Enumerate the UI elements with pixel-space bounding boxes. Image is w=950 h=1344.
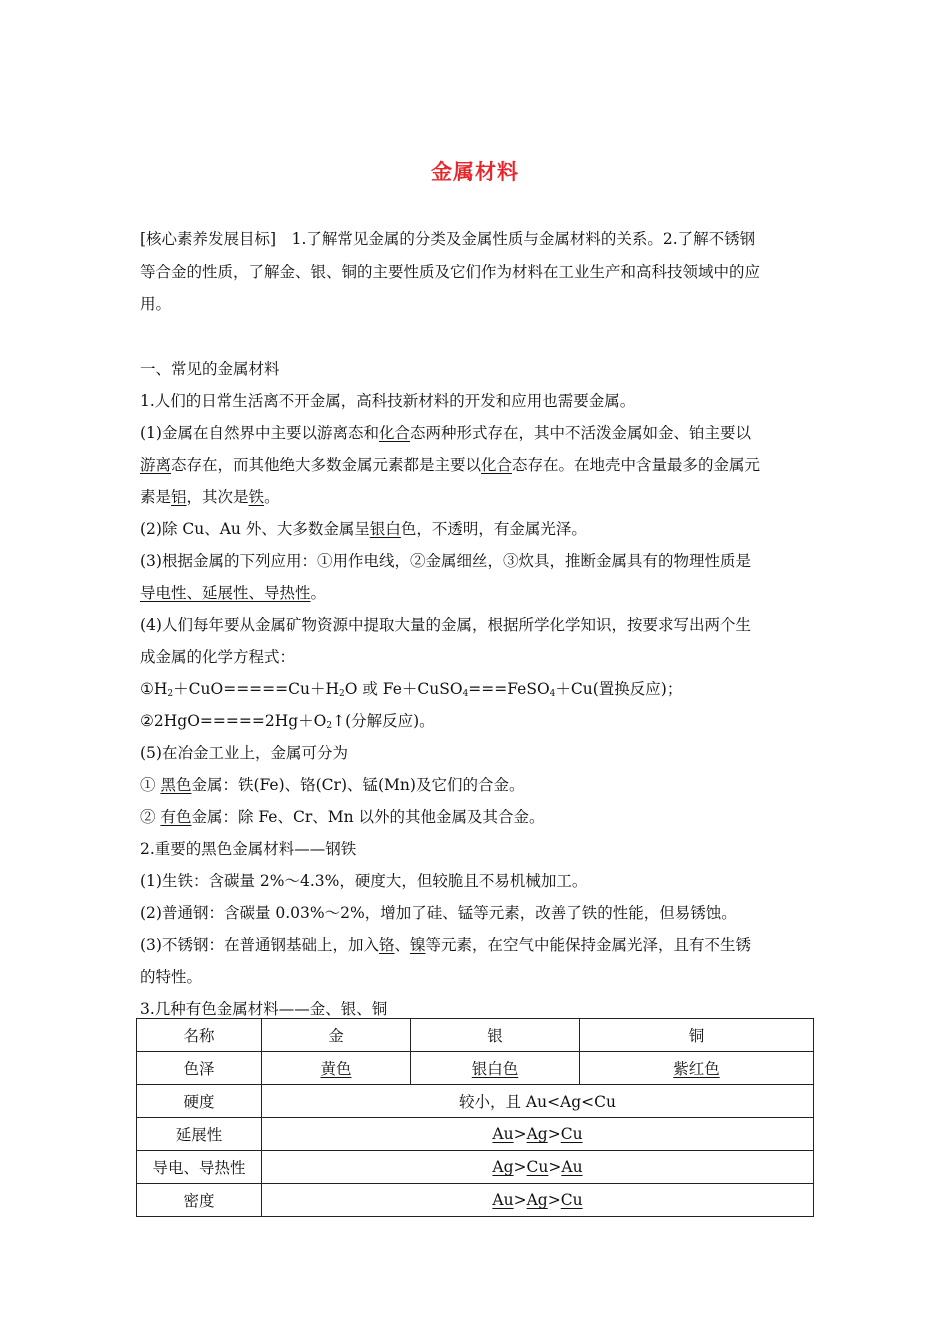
table-cell: [580, 1052, 814, 1085]
answer-blank: 黑色: [160, 776, 192, 794]
answer-blank: Cu: [560, 1125, 583, 1143]
comparison-sign: >: [547, 1125, 561, 1143]
steel-line-2: (2)普通钢：含碳量 0.03%～2%，增加了硅、锰等元素，改善了铁的性能，但易锈蚀。: [140, 904, 737, 922]
steel-line-3: [140, 935, 751, 955]
answer-blank: 化合: [378, 424, 410, 442]
text-span: (3)不锈钢：在普通钢基础上，加入: [140, 936, 379, 954]
item-2: [140, 519, 587, 539]
answer-blank: 铁: [248, 488, 265, 506]
item-4-line-2: 成金属的化学方程式：: [140, 648, 296, 666]
equation-1: [140, 679, 682, 704]
text-span: ＋CuO=====Cu＋H: [173, 680, 340, 698]
text-span: 。: [310, 584, 327, 602]
subscript: 4: [549, 689, 556, 699]
table-cell: [262, 1151, 814, 1184]
text-span: ↑(分解反应)。: [332, 712, 435, 730]
answer-blank: Ag: [492, 1158, 514, 1176]
answer-blank: Cu: [560, 1191, 583, 1209]
intro-line-2: 等合金的性质，了解金、银、铜的主要性质及它们作为材料在工业生产和高科技领域中的应: [140, 263, 761, 281]
answer-blank: Cu: [526, 1158, 549, 1176]
answer-blank: 紫红色: [673, 1060, 720, 1078]
text-span: 色，不透明，有金属光泽。: [400, 520, 587, 538]
table-cell: 较小，且 Au<Ag<Cu: [262, 1085, 814, 1118]
table-row-label: 色泽: [137, 1052, 262, 1085]
answer-blank: 银白色: [471, 1060, 519, 1078]
text-span: (2)除 Cu、Au 外、大多数金属呈: [140, 520, 370, 538]
text-span: ②2HgO=====2Hg＋O: [140, 712, 327, 730]
item-5-heading: (5)在冶金工业上，金属可分为: [140, 744, 348, 762]
section-1-heading: 一、常见的金属材料: [140, 360, 280, 378]
text-span: 态存在，而其他绝大多数金属元素都是主要以: [171, 456, 482, 474]
subscript: 2: [326, 721, 333, 731]
answer-blank: 镍: [410, 936, 426, 954]
answer-blank: 有色: [160, 808, 192, 826]
answer-blank: 游离: [140, 456, 172, 474]
item-1-line-1: [140, 423, 751, 443]
comparison-sign: >: [513, 1191, 527, 1209]
comparison-sign: >: [513, 1158, 527, 1176]
text-span: ②: [140, 808, 161, 826]
item-1-line-2: [140, 455, 760, 475]
table-header-cell: 银: [411, 1019, 580, 1052]
table-row: [137, 1118, 814, 1151]
text-span: 金属：除 Fe、Cr、Mn 以外的其他金属及其合金。: [191, 808, 545, 826]
text-span: (1)金属在自然界中主要以游离态和: [140, 424, 379, 442]
text-span: 素是: [140, 488, 172, 506]
intro-line-1: [核心素养发展目标] 1.了解常见金属的分类及金属性质与金属材料的关系。2.了解不锈钢: [140, 230, 756, 248]
text-span: 。: [264, 488, 280, 506]
table-row: [137, 1052, 814, 1085]
subscript: 2: [339, 689, 345, 699]
answer-blank: 导电性、延展性、导热性: [140, 584, 311, 602]
answer-blank: 黄色: [320, 1060, 352, 1078]
table-row: [137, 1019, 814, 1052]
text-span: ＋Cu(置换反应)；: [555, 680, 683, 698]
section-2-heading: 2.重要的黑色金属材料——钢铁: [140, 840, 357, 858]
text-span: 金属：铁(Fe)、铬(Cr)、锰(Mn)及它们的合金。: [191, 776, 525, 794]
item-4-line-1: (4)人们每年要从金属矿物资源中提取大量的金属，根据所学化学知识，按要求写出两个生: [140, 616, 751, 634]
table-row: [137, 1151, 814, 1184]
comparison-sign: >: [547, 1191, 561, 1209]
answer-blank: Ag: [526, 1191, 548, 1209]
table-cell: [262, 1052, 411, 1085]
equation-2: [140, 711, 435, 736]
comparison-sign: >: [513, 1125, 527, 1143]
steel-line-1: (1)生铁：含碳量 2%～4.3%，硬度大，但较脆且不易机械加工。: [140, 872, 588, 890]
item-1-line-3: [140, 487, 280, 507]
text-span: 态两种形式存在，其中不活泼金属如金、铂主要以: [409, 424, 751, 442]
text-span: 等元素，在空气中能保持金属光泽，且有不生锈: [425, 936, 752, 954]
table-header-cell: 金: [262, 1019, 411, 1052]
item-3-line-1: (3)根据金属的下列应用：①用作电线，②金属细丝，③炊具，推断金属具有的物理性质是: [140, 552, 751, 570]
text-span: ===FeSO: [468, 680, 550, 698]
answer-blank: Ag: [526, 1125, 548, 1143]
answer-blank: Au: [561, 1158, 583, 1176]
metal-properties-table: [136, 1018, 814, 1217]
table-row-label: 延展性: [137, 1118, 262, 1151]
table-row-label: 密度: [137, 1184, 262, 1217]
table-cell: [262, 1184, 814, 1217]
text-span: ①H: [140, 680, 168, 698]
answer-blank: Au: [492, 1125, 514, 1143]
section-3-heading: 3.几种有色金属材料——金、银、铜: [140, 1000, 388, 1018]
table-cell: [262, 1118, 814, 1151]
answer-blank: 铬: [378, 936, 395, 954]
text-span: ，其次是: [186, 488, 249, 506]
table-cell: [411, 1052, 580, 1085]
steel-line-4: 的特性。: [140, 968, 203, 986]
answer-blank: 银白: [369, 520, 401, 538]
table-row: [137, 1085, 814, 1118]
answer-blank: Au: [492, 1191, 514, 1209]
table-header-cell: 名称: [137, 1019, 262, 1052]
item-5-ferrous: [140, 775, 524, 795]
item-5-nonferrous: [140, 807, 545, 827]
comparison-sign: >: [548, 1158, 562, 1176]
subscript: 4: [462, 689, 469, 699]
answer-blank: 铝: [171, 488, 187, 506]
text-span: ①: [140, 776, 161, 794]
text-span: O 或 Fe＋CuSO: [344, 680, 463, 698]
text-span: 态存在。在地壳中含量最多的金属元: [512, 456, 761, 474]
table-header-cell: 铜: [580, 1019, 814, 1052]
intro-line-3: 用。: [140, 295, 172, 313]
subscript: 2: [167, 689, 174, 699]
table-row: [137, 1184, 814, 1217]
item-3-line-2: [140, 583, 326, 603]
table-row-label: 硬度: [137, 1085, 262, 1118]
text-span: 、: [394, 936, 410, 954]
answer-blank: 化合: [481, 456, 513, 474]
paragraph-1: 1.人们的日常生活离不开金属，高科技新材料的开发和应用也需要金属。: [140, 392, 636, 410]
page-title: 金属材料: [431, 160, 519, 184]
table-row-label: 导电、导热性: [137, 1151, 262, 1184]
